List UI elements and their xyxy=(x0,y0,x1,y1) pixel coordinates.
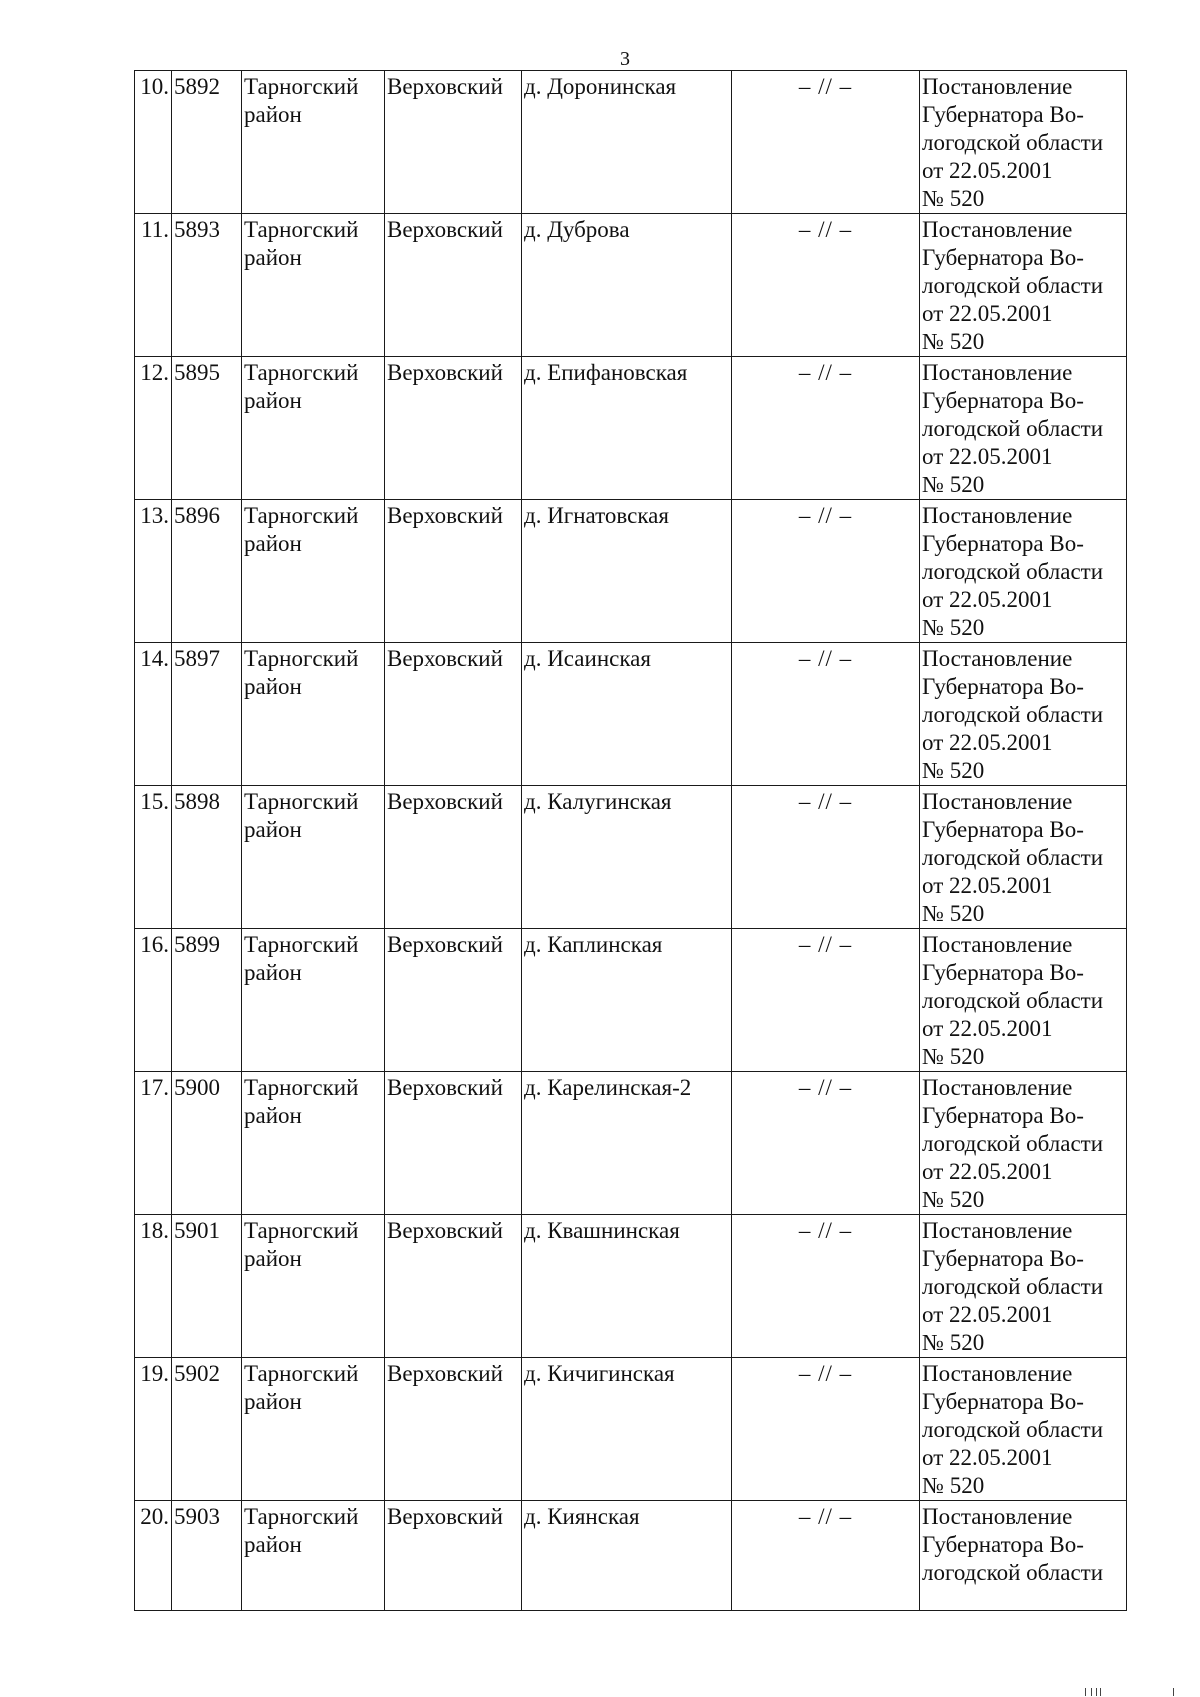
page-number: 3 xyxy=(620,48,630,70)
table-row xyxy=(135,1358,1127,1501)
legal-basis-line: № 520 xyxy=(922,1473,985,1498)
district-name: Тарногский район xyxy=(242,929,385,1072)
district-name: Тарногский район xyxy=(242,357,385,500)
legal-basis-line: логодской области xyxy=(922,559,1104,584)
legal-basis-line: логодской области xyxy=(922,1274,1104,1299)
row-number: 15. xyxy=(135,786,172,929)
table-row xyxy=(135,214,1127,357)
settlement-name: д. Калугинская xyxy=(522,786,732,929)
table-row xyxy=(135,500,1127,643)
settlement-name: д. Доронинская xyxy=(522,71,732,214)
settlement-name: д. Каплинская xyxy=(522,929,732,1072)
row-number: 11. xyxy=(135,214,172,357)
legal-basis xyxy=(920,1501,1127,1611)
legal-basis-line: № 520 xyxy=(922,186,985,211)
row-number: 10. xyxy=(135,71,172,214)
legal-basis-line: от 22.05.2001 xyxy=(922,444,1053,469)
legal-basis-line: логодской области xyxy=(922,1417,1104,1442)
council-name: Верховский xyxy=(385,1358,522,1501)
legal-basis-line: логодской области xyxy=(922,130,1104,155)
legal-basis-line: от 22.05.2001 xyxy=(922,1159,1053,1184)
legal-basis-line: Губернатора Во- xyxy=(922,1389,1084,1414)
legal-basis-line: № 520 xyxy=(922,758,985,783)
legal-basis-line: Губернатора Во- xyxy=(922,245,1084,270)
object-code: 5899 xyxy=(172,929,242,1072)
table-row xyxy=(135,786,1127,929)
legal-basis-line: от 22.05.2001 xyxy=(922,1016,1053,1041)
ditto-mark: – // – xyxy=(732,929,920,1072)
district-name: Тарногский район xyxy=(242,1501,385,1611)
row-number: 20. xyxy=(135,1501,172,1611)
settlement-name: д. Киянская xyxy=(522,1501,732,1611)
ditto-mark: – // – xyxy=(732,357,920,500)
council-name: Верховский xyxy=(385,357,522,500)
ditto-mark: – // – xyxy=(732,1215,920,1358)
row-number: 18. xyxy=(135,1215,172,1358)
district-name: Тарногский район xyxy=(242,500,385,643)
settlement-name: д. Карелинская-2 xyxy=(522,1072,732,1215)
ditto-mark: – // – xyxy=(732,1072,920,1215)
row-number: 14. xyxy=(135,643,172,786)
legal-basis-line: от 22.05.2001 xyxy=(922,587,1053,612)
council-name: Верховский xyxy=(385,786,522,929)
legal-basis-line: Губернатора Во- xyxy=(922,1532,1084,1557)
table-row xyxy=(135,71,1127,214)
legal-basis-line: логодской области xyxy=(922,988,1104,1013)
district-name: Тарногский район xyxy=(242,214,385,357)
ditto-mark: – // – xyxy=(732,1501,920,1611)
legal-basis-line: логодской области xyxy=(922,416,1104,441)
object-code: 5898 xyxy=(172,786,242,929)
legal-basis xyxy=(920,929,1127,1072)
council-name: Верховский xyxy=(385,1215,522,1358)
legal-basis-line: Постановление xyxy=(922,789,1073,814)
legal-basis xyxy=(920,643,1127,786)
settlement-name: д. Игнатовская xyxy=(522,500,732,643)
council-name: Верховский xyxy=(385,500,522,643)
legal-basis-line: Постановление xyxy=(922,932,1073,957)
scan-edge-marks xyxy=(1085,1688,1185,1696)
legal-basis-line: № 520 xyxy=(922,1044,985,1069)
ditto-mark: – // – xyxy=(732,1358,920,1501)
legal-basis-line: Постановление xyxy=(922,646,1073,671)
legal-basis-line: от 22.05.2001 xyxy=(922,1302,1053,1327)
settlement-name: д. Дуброва xyxy=(522,214,732,357)
legal-basis-line: Губернатора Во- xyxy=(922,817,1084,842)
legal-basis-line: от 22.05.2001 xyxy=(922,1445,1053,1470)
settlement-name: д. Квашнинская xyxy=(522,1215,732,1358)
council-name: Верховский xyxy=(385,71,522,214)
legal-basis-line: от 22.05.2001 xyxy=(922,301,1053,326)
object-code: 5896 xyxy=(172,500,242,643)
legal-basis-line: Постановление xyxy=(922,1361,1073,1386)
district-name: Тарногский район xyxy=(242,1215,385,1358)
legal-basis xyxy=(920,786,1127,929)
legal-basis-line: от 22.05.2001 xyxy=(922,873,1053,898)
table-row xyxy=(135,1215,1127,1358)
row-number: 19. xyxy=(135,1358,172,1501)
legal-basis xyxy=(920,71,1127,214)
table-row xyxy=(135,643,1127,786)
legal-basis-line: логодской области xyxy=(922,845,1104,870)
legal-basis-line: от 22.05.2001 xyxy=(922,158,1053,183)
legal-basis-line: Постановление xyxy=(922,503,1073,528)
ditto-mark: – // – xyxy=(732,643,920,786)
legal-basis-line: логодской области xyxy=(922,702,1104,727)
legal-basis-line: № 520 xyxy=(922,901,985,926)
legal-basis-line: Постановление xyxy=(922,360,1073,385)
object-code: 5895 xyxy=(172,357,242,500)
legal-basis-line: Губернатора Во- xyxy=(922,1246,1084,1271)
table-row xyxy=(135,1072,1127,1215)
registry-rows xyxy=(135,71,1127,1611)
legal-basis-line: Постановление xyxy=(922,1218,1073,1243)
ditto-mark: – // – xyxy=(732,500,920,643)
legal-basis xyxy=(920,500,1127,643)
legal-basis xyxy=(920,1358,1127,1501)
district-name: Тарногский район xyxy=(242,71,385,214)
legal-basis-line: № 520 xyxy=(922,329,985,354)
district-name: Тарногский район xyxy=(242,1358,385,1501)
council-name: Верховский xyxy=(385,1501,522,1611)
object-code: 5893 xyxy=(172,214,242,357)
legal-basis-line: логодской области xyxy=(922,1560,1104,1585)
row-number: 16. xyxy=(135,929,172,1072)
legal-basis xyxy=(920,1072,1127,1215)
object-code: 5903 xyxy=(172,1501,242,1611)
legal-basis-line: логодской области xyxy=(922,1131,1104,1156)
legal-basis-line: от 22.05.2001 xyxy=(922,730,1053,755)
legal-basis-line: № 520 xyxy=(922,1187,985,1212)
legal-basis-line: Губернатора Во- xyxy=(922,388,1084,413)
settlement-name: д. Исаинская xyxy=(522,643,732,786)
ditto-mark: – // – xyxy=(732,71,920,214)
legal-basis-line: № 520 xyxy=(922,472,985,497)
table-row xyxy=(135,929,1127,1072)
row-number: 13. xyxy=(135,500,172,643)
object-code: 5892 xyxy=(172,71,242,214)
legal-basis-line: Губернатора Во- xyxy=(922,102,1084,127)
legal-basis-line: Постановление xyxy=(922,74,1073,99)
council-name: Верховский xyxy=(385,1072,522,1215)
settlement-name: д. Епифановская xyxy=(522,357,732,500)
object-code: 5901 xyxy=(172,1215,242,1358)
settlement-name: д. Кичигинская xyxy=(522,1358,732,1501)
legal-basis-line: Постановление xyxy=(922,1075,1073,1100)
legal-basis-line: Губернатора Во- xyxy=(922,674,1084,699)
ditto-mark: – // – xyxy=(732,214,920,357)
legal-basis xyxy=(920,1215,1127,1358)
district-name: Тарногский район xyxy=(242,643,385,786)
table-row xyxy=(135,357,1127,500)
legal-basis-line: Губернатора Во- xyxy=(922,1103,1084,1128)
object-code: 5897 xyxy=(172,643,242,786)
district-name: Тарногский район xyxy=(242,786,385,929)
object-code: 5902 xyxy=(172,1358,242,1501)
object-code: 5900 xyxy=(172,1072,242,1215)
legal-basis-line: № 520 xyxy=(922,615,985,640)
legal-basis-line: Губернатора Во- xyxy=(922,960,1084,985)
ditto-mark: – // – xyxy=(732,786,920,929)
registry-table xyxy=(134,70,1127,1611)
council-name: Верховский xyxy=(385,929,522,1072)
legal-basis xyxy=(920,357,1127,500)
council-name: Верховский xyxy=(385,643,522,786)
table-row xyxy=(135,1501,1127,1611)
row-number: 17. xyxy=(135,1072,172,1215)
legal-basis-line: № 520 xyxy=(922,1330,985,1355)
legal-basis xyxy=(920,214,1127,357)
legal-basis-line: логодской области xyxy=(922,273,1104,298)
row-number: 12. xyxy=(135,357,172,500)
legal-basis-line: Постановление xyxy=(922,217,1073,242)
council-name: Верховский xyxy=(385,214,522,357)
district-name: Тарногский район xyxy=(242,1072,385,1215)
legal-basis-line: Губернатора Во- xyxy=(922,531,1084,556)
legal-basis-line: Постановление xyxy=(922,1504,1073,1529)
